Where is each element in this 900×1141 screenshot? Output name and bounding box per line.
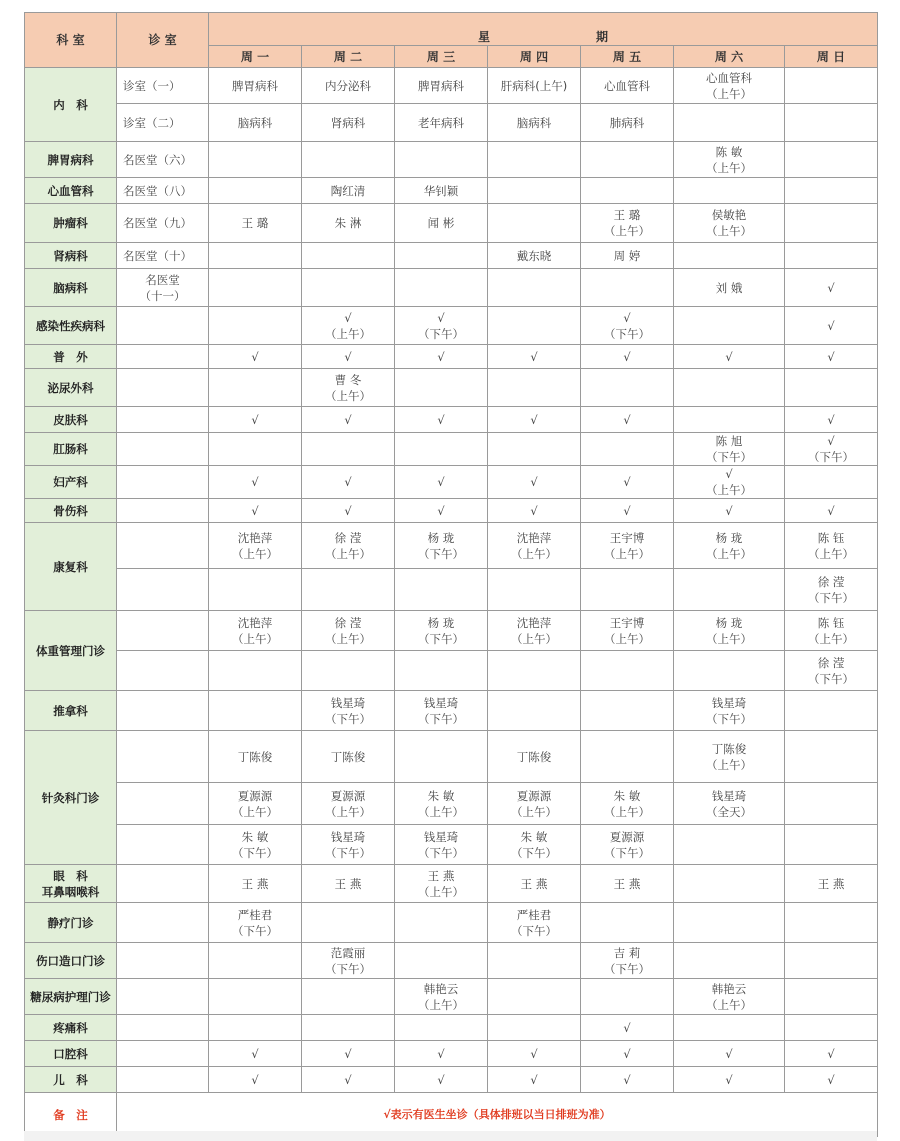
room-cell (117, 979, 209, 1015)
schedule-cell: √ (785, 269, 878, 307)
schedule-cell (302, 269, 395, 307)
room-cell (117, 783, 209, 825)
schedule-cell: √ (674, 345, 785, 369)
schedule-cell (674, 243, 785, 269)
room-cell: 名医堂（六） (117, 142, 209, 178)
schedule-cell: 心血管科 (581, 68, 674, 104)
schedule-cell: 王 燕 (785, 865, 878, 903)
schedule-cell: √ （下午） (395, 307, 488, 345)
schedule-cell (488, 204, 581, 243)
schedule-cell (395, 569, 488, 611)
schedule-cell (674, 104, 785, 142)
department-name: 体重管理门诊 (25, 611, 117, 691)
schedule-cell: 侯敏艳 （上午） (674, 204, 785, 243)
schedule-cell: 杨 珑 （下午） (395, 523, 488, 569)
schedule-cell (488, 307, 581, 345)
department-name: 骨伤科 (25, 499, 117, 523)
schedule-cell (488, 142, 581, 178)
room-cell (117, 1067, 209, 1093)
schedule-cell: √ (302, 466, 395, 499)
department-name: 康复科 (25, 523, 117, 611)
schedule-cell: 夏源源 （上午） (209, 783, 302, 825)
schedule-cell (209, 369, 302, 407)
department-name: 脑病科 (25, 269, 117, 307)
schedule-cell: √ （下午） (785, 433, 878, 466)
schedule-cell (395, 651, 488, 691)
schedule-cell: √ (785, 499, 878, 523)
schedule-cell: 华钊颖 (395, 178, 488, 204)
schedule-cell: 脑病科 (488, 104, 581, 142)
room-cell (117, 865, 209, 903)
schedule-cell: 王 璐 (209, 204, 302, 243)
day-header: 周 三 (395, 46, 488, 68)
schedule-cell (785, 979, 878, 1015)
schedule-cell: 王宇博 （上午） (581, 523, 674, 569)
schedule-cell: 王 燕 (302, 865, 395, 903)
schedule-cell: 韩艳云 （上午） (674, 979, 785, 1015)
department-name: 推拿科 (25, 691, 117, 731)
schedule-cell (209, 979, 302, 1015)
department-name: 疼痛科 (25, 1015, 117, 1041)
schedule-cell (488, 178, 581, 204)
schedule-cell: √ (785, 407, 878, 433)
department-name: 普 外 (25, 345, 117, 369)
schedule-cell (581, 979, 674, 1015)
schedule-cell: √ (209, 1041, 302, 1067)
schedule-cell (488, 651, 581, 691)
schedule-cell (674, 569, 785, 611)
schedule-cell (209, 307, 302, 345)
schedule-cell (674, 903, 785, 943)
room-cell (117, 611, 209, 651)
department-name: 肾病科 (25, 243, 117, 269)
schedule-cell (302, 243, 395, 269)
schedule-cell: 陈 钰 （上午） (785, 611, 878, 651)
schedule-cell: 王 燕 (581, 865, 674, 903)
schedule-cell: 王 璐 （上午） (581, 204, 674, 243)
room-cell (117, 499, 209, 523)
schedule-cell: √ (209, 499, 302, 523)
schedule-cell: √ (785, 1067, 878, 1093)
day-header: 周 二 (302, 46, 395, 68)
dept-column-header: 科 室 (25, 13, 117, 68)
schedule-cell: √ (209, 407, 302, 433)
schedule-cell: 脾胃病科 (209, 68, 302, 104)
schedule-cell (581, 369, 674, 407)
department-name: 静疗门诊 (25, 903, 117, 943)
schedule-cell (302, 903, 395, 943)
schedule-cell: √ (581, 1041, 674, 1067)
schedule-cell (674, 865, 785, 903)
department-name: 针灸科门诊 (25, 731, 117, 865)
week-header (209, 13, 878, 46)
room-cell (117, 407, 209, 433)
day-header: 周 六 (674, 46, 785, 68)
schedule-cell: √ (302, 407, 395, 433)
room-cell (117, 651, 209, 691)
schedule-cell (395, 369, 488, 407)
schedule-cell: √ (488, 466, 581, 499)
department-name: 口腔科 (25, 1041, 117, 1067)
room-cell (117, 433, 209, 466)
schedule-cell: √ (209, 345, 302, 369)
schedule-cell (209, 433, 302, 466)
schedule-cell (395, 142, 488, 178)
schedule-cell: 夏源源 （上午） (488, 783, 581, 825)
schedule-cell (488, 569, 581, 611)
schedule-cell: √ (674, 499, 785, 523)
schedule-cell (302, 1015, 395, 1041)
schedule-cell: 陈 敏 （上午） (674, 142, 785, 178)
schedule-cell: 王宇博 （上午） (581, 611, 674, 651)
schedule-cell (209, 178, 302, 204)
department-name: 感染性疾病科 (25, 307, 117, 345)
schedule-cell (209, 1015, 302, 1041)
room-cell (117, 943, 209, 979)
schedule-cell (785, 691, 878, 731)
day-header: 周 一 (209, 46, 302, 68)
schedule-cell (581, 903, 674, 943)
schedule-cell: √ (581, 499, 674, 523)
schedule-cell (302, 651, 395, 691)
department-name: 儿 科 (25, 1067, 117, 1093)
department-name: 肛肠科 (25, 433, 117, 466)
schedule-cell: 陶红清 (302, 178, 395, 204)
schedule-cell: 严桂君 （下午） (488, 903, 581, 943)
schedule-cell: 严桂君 （下午） (209, 903, 302, 943)
schedule-cell: 钱星琦 （下午） (302, 825, 395, 865)
schedule-cell: 范霞丽 （下午） (302, 943, 395, 979)
schedule-cell: √ (488, 407, 581, 433)
schedule-cell (395, 731, 488, 783)
schedule-cell: 丁陈俊 (488, 731, 581, 783)
schedule-cell: √ (674, 1041, 785, 1067)
schedule-cell: 王 燕 （上午） (395, 865, 488, 903)
schedule-cell: 沈艳萍 （上午） (488, 611, 581, 651)
room-cell (117, 307, 209, 345)
schedule-cell: 夏源源 （下午） (581, 825, 674, 865)
schedule-cell (674, 307, 785, 345)
room-cell (117, 569, 209, 611)
schedule-cell: 老年病科 (395, 104, 488, 142)
room-cell (117, 523, 209, 569)
department-name: 内 科 (25, 68, 117, 142)
schedule-cell: 徐 滢 （上午） (302, 611, 395, 651)
schedule-cell: 沈艳萍 （上午） (209, 523, 302, 569)
schedule-cell (785, 903, 878, 943)
schedule-cell (785, 204, 878, 243)
schedule-cell (395, 433, 488, 466)
schedule-cell: √ (209, 1067, 302, 1093)
schedule-cell (581, 691, 674, 731)
note-text: √表示有医生坐诊（具体排班以当日排班为准） (117, 1093, 878, 1137)
schedule-cell: √ (488, 1067, 581, 1093)
day-header: 周 日 (785, 46, 878, 68)
room-cell (117, 369, 209, 407)
schedule-cell (302, 569, 395, 611)
schedule-cell: √ (581, 1015, 674, 1041)
schedule-cell (785, 104, 878, 142)
schedule-cell (395, 243, 488, 269)
schedule-cell (209, 943, 302, 979)
week-header-char-1: 星 (478, 30, 491, 44)
schedule-cell: 徐 滢 （下午） (785, 651, 878, 691)
department-name: 泌尿外科 (25, 369, 117, 407)
department-name: 脾胃病科 (25, 142, 117, 178)
department-name: 糖尿病护理门诊 (25, 979, 117, 1015)
schedule-cell: √ (302, 499, 395, 523)
schedule-cell (785, 731, 878, 783)
schedule-cell: 沈艳萍 （上午） (209, 611, 302, 651)
room-cell (117, 1041, 209, 1067)
room-column-header: 诊 室 (117, 13, 209, 68)
schedule-cell (209, 142, 302, 178)
schedule-cell (785, 369, 878, 407)
schedule-cell: 朱 敏 （下午） (488, 825, 581, 865)
schedule-cell: √ (785, 1041, 878, 1067)
department-name: 眼 科 耳鼻咽喉科 (25, 865, 117, 903)
schedule-cell (488, 943, 581, 979)
schedule-cell: √ （下午） (581, 307, 674, 345)
schedule-cell: √ (785, 345, 878, 369)
schedule-cell (581, 651, 674, 691)
schedule-cell: 王 燕 (488, 865, 581, 903)
schedule-cell (674, 407, 785, 433)
schedule-cell: 丁陈俊 (302, 731, 395, 783)
schedule-cell (674, 651, 785, 691)
room-cell: 诊室（一） (117, 68, 209, 104)
schedule-cell (581, 269, 674, 307)
schedule-cell: √ (302, 345, 395, 369)
schedule-cell: √ (209, 466, 302, 499)
schedule-cell: 杨 珑 （下午） (395, 611, 488, 651)
schedule-cell: 戴东晓 (488, 243, 581, 269)
schedule-cell (488, 691, 581, 731)
schedule-cell: √ (395, 345, 488, 369)
department-name: 皮肤科 (25, 407, 117, 433)
room-cell (117, 345, 209, 369)
schedule-cell (785, 1015, 878, 1041)
schedule-cell (785, 825, 878, 865)
department-name: 心血管科 (25, 178, 117, 204)
schedule-cell: 沈艳萍 （上午） (488, 523, 581, 569)
schedule-cell: 丁陈俊 (209, 731, 302, 783)
schedule-cell (785, 943, 878, 979)
schedule-cell: 脑病科 (209, 104, 302, 142)
schedule-cell (395, 943, 488, 979)
room-cell (117, 825, 209, 865)
room-cell: 诊室（二） (117, 104, 209, 142)
clinic-schedule-table (24, 12, 878, 1137)
schedule-cell (674, 369, 785, 407)
schedule-cell (209, 651, 302, 691)
schedule-cell (674, 943, 785, 979)
schedule-cell: √ (302, 1067, 395, 1093)
room-cell (117, 466, 209, 499)
schedule-cell: √ (488, 345, 581, 369)
schedule-cell (785, 178, 878, 204)
schedule-cell: 钱星琦 （下午） (395, 825, 488, 865)
schedule-cell: √ (674, 1067, 785, 1093)
room-cell: 名医堂 （十一） (117, 269, 209, 307)
schedule-cell: 吉 莉 （下午） (581, 943, 674, 979)
schedule-cell: √ (488, 1041, 581, 1067)
schedule-cell (785, 243, 878, 269)
schedule-cell: √ （上午） (302, 307, 395, 345)
schedule-cell: 朱 淋 (302, 204, 395, 243)
schedule-cell: √ (302, 1041, 395, 1067)
schedule-cell: 王 燕 (209, 865, 302, 903)
schedule-cell: 韩艳云 （上午） (395, 979, 488, 1015)
week-header-char-2: 期 (596, 30, 609, 44)
schedule-cell (581, 569, 674, 611)
schedule-cell: √ (395, 466, 488, 499)
department-name: 伤口造口门诊 (25, 943, 117, 979)
schedule-cell: 钱星琦 （全天） (674, 783, 785, 825)
schedule-cell (581, 433, 674, 466)
schedule-cell: 钱星琦 （下午） (395, 691, 488, 731)
schedule-cell: 肾病科 (302, 104, 395, 142)
day-header: 周 五 (581, 46, 674, 68)
schedule-cell: √ （上午） (674, 466, 785, 499)
department-name: 妇产科 (25, 466, 117, 499)
schedule-cell: 钱星琦 （下午） (674, 691, 785, 731)
room-cell: 名医堂（九） (117, 204, 209, 243)
room-cell (117, 1015, 209, 1041)
schedule-cell: 朱 敏 （上午） (395, 783, 488, 825)
schedule-cell (488, 269, 581, 307)
schedule-cell: 杨 珑 （上午） (674, 523, 785, 569)
schedule-cell (209, 691, 302, 731)
schedule-cell: 徐 滢 （上午） (302, 523, 395, 569)
room-cell (117, 731, 209, 783)
schedule-cell (395, 903, 488, 943)
schedule-cell: √ (581, 1067, 674, 1093)
schedule-cell: 心血管科 （上午） (674, 68, 785, 104)
note-label: 备 注 (25, 1093, 117, 1137)
schedule-cell: √ (488, 499, 581, 523)
schedule-cell (302, 142, 395, 178)
schedule-cell (674, 1015, 785, 1041)
schedule-cell: √ (581, 466, 674, 499)
schedule-cell (674, 178, 785, 204)
schedule-cell (488, 1015, 581, 1041)
schedule-cell: 丁陈俊 （上午） (674, 731, 785, 783)
department-name: 肿瘤科 (25, 204, 117, 243)
schedule-cell (395, 269, 488, 307)
schedule-cell: 朱 敏 （下午） (209, 825, 302, 865)
schedule-cell (581, 142, 674, 178)
schedule-cell: √ (395, 499, 488, 523)
schedule-cell: √ (395, 407, 488, 433)
schedule-cell (785, 783, 878, 825)
schedule-cell: √ (581, 345, 674, 369)
schedule-cell (488, 369, 581, 407)
room-cell (117, 691, 209, 731)
schedule-cell: √ (785, 307, 878, 345)
schedule-cell: 周 婷 (581, 243, 674, 269)
room-cell (117, 903, 209, 943)
schedule-cell (785, 142, 878, 178)
schedule-cell (302, 433, 395, 466)
schedule-cell (488, 979, 581, 1015)
schedule-cell: 钱星琦 （下午） (302, 691, 395, 731)
schedule-cell (674, 825, 785, 865)
schedule-cell (785, 466, 878, 499)
schedule-cell: 脾胃病科 (395, 68, 488, 104)
schedule-cell (581, 731, 674, 783)
schedule-cell (209, 269, 302, 307)
room-cell: 名医堂（八） (117, 178, 209, 204)
schedule-cell: 曹 冬 （上午） (302, 369, 395, 407)
day-header: 周 四 (488, 46, 581, 68)
schedule-cell: 肝病科(上午) (488, 68, 581, 104)
schedule-cell: √ (395, 1041, 488, 1067)
page-bottom-bar (24, 1131, 877, 1141)
schedule-cell (785, 68, 878, 104)
schedule-cell: 陈 旭 （下午） (674, 433, 785, 466)
schedule-cell: 徐 滢 （下午） (785, 569, 878, 611)
schedule-cell (581, 178, 674, 204)
schedule-cell (209, 569, 302, 611)
schedule-cell: 闻 彬 (395, 204, 488, 243)
schedule-cell: 内分泌科 (302, 68, 395, 104)
schedule-cell: 夏源源 （上午） (302, 783, 395, 825)
schedule-cell (302, 979, 395, 1015)
schedule-cell (395, 1015, 488, 1041)
schedule-cell: 刘 娥 (674, 269, 785, 307)
schedule-cell (209, 243, 302, 269)
schedule-cell: 陈 钰 （上午） (785, 523, 878, 569)
schedule-cell: 朱 敏 （上午） (581, 783, 674, 825)
schedule-cell: √ (395, 1067, 488, 1093)
schedule-cell (488, 433, 581, 466)
schedule-cell: 杨 珑 （上午） (674, 611, 785, 651)
schedule-cell: 肺病科 (581, 104, 674, 142)
room-cell: 名医堂（十） (117, 243, 209, 269)
schedule-cell: √ (581, 407, 674, 433)
